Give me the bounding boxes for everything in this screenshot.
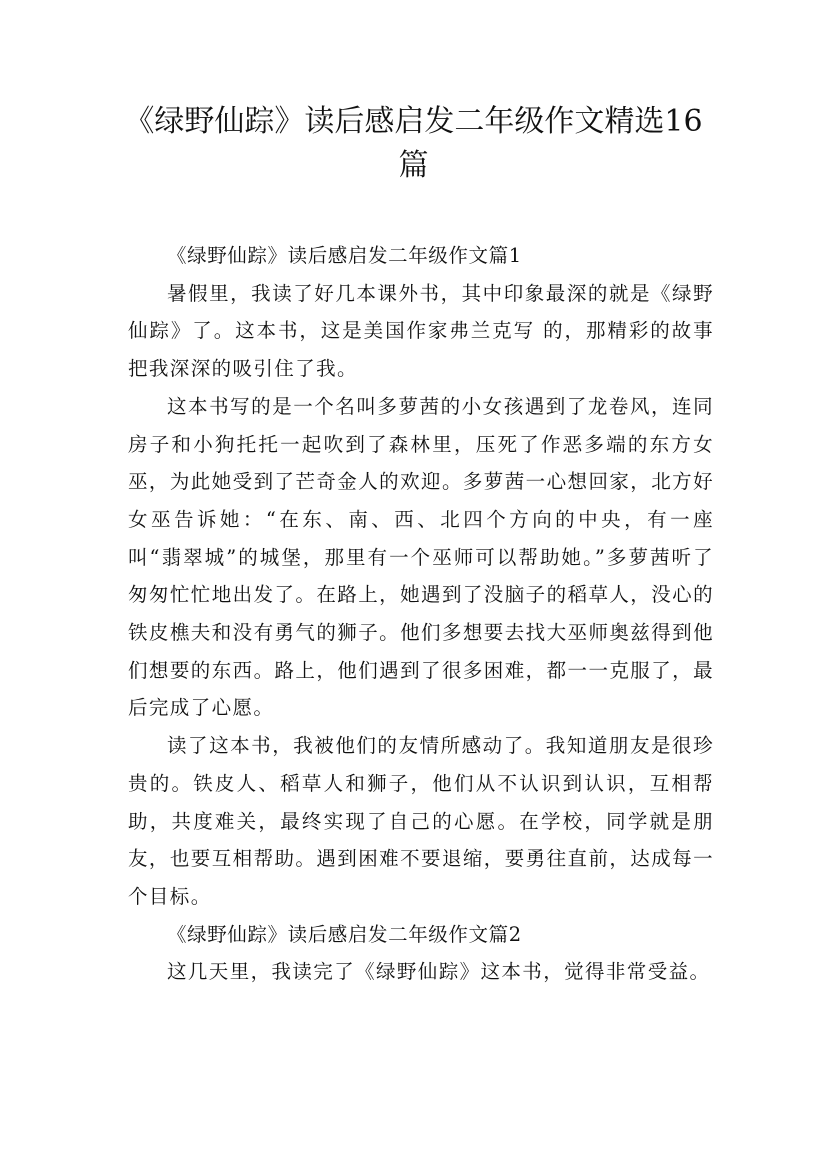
section-heading: 《绿野仙踪》读后感启发二年级作文篇2 bbox=[167, 922, 522, 946]
document-title: 《绿野仙踪》读后感启发二年级作文精选16篇 bbox=[124, 104, 703, 183]
section-heading: 《绿野仙踪》读后感启发二年级作文篇1 bbox=[167, 244, 522, 267]
paragraph: 这本书写的是一个名叫多萝茜的小女孩遇到了龙卷风，连同房子和小狗托托一起吹到了森林里，压死了作恶多端的东方女巫，为此她受到了芒奇金人的欢迎。多萝茜一心想回家，北方好女巫告诉她：“在东、南、西、北四个方向的中央，有一座叫“翡翠城”的城堡，那里有一个巫师可以帮助她。”多萝茜听了匆匆忙忙地出发了。在路上，她遇到了没脑子的稻草人，没心的铁皮樵夫和没有勇气的狮子。他们多想要去找大巫师奥兹得到他们想要的东西。路上，他们遇到了很多困难，都一一克服了，最后完成了心愿。 bbox=[128, 394, 714, 720]
paragraph: 暑假里，我读了好几本课外书，其中印象最深的就是《绿野仙踪》了。这本书，这是美国作家弗兰克写 的，那精彩的故事把我深深的吸引住了我。 bbox=[128, 281, 714, 381]
paragraph: 这几天里，我读完了《绿野仙踪》这本书，觉得非常受益。 bbox=[167, 960, 711, 984]
document-body bbox=[128, 237, 714, 991]
paragraph: 读了这本书，我被他们的友情所感动了。我知道朋友是很珍贵的。铁皮人、稻草人和狮子，他们从不认识到认识，互相帮助，共度难关，最终实现了自己的心愿。在学校，同学就是朋友，也要互相帮助。遇到困难不要退缩，要勇往直前，达成每一个目标。 bbox=[128, 734, 714, 908]
